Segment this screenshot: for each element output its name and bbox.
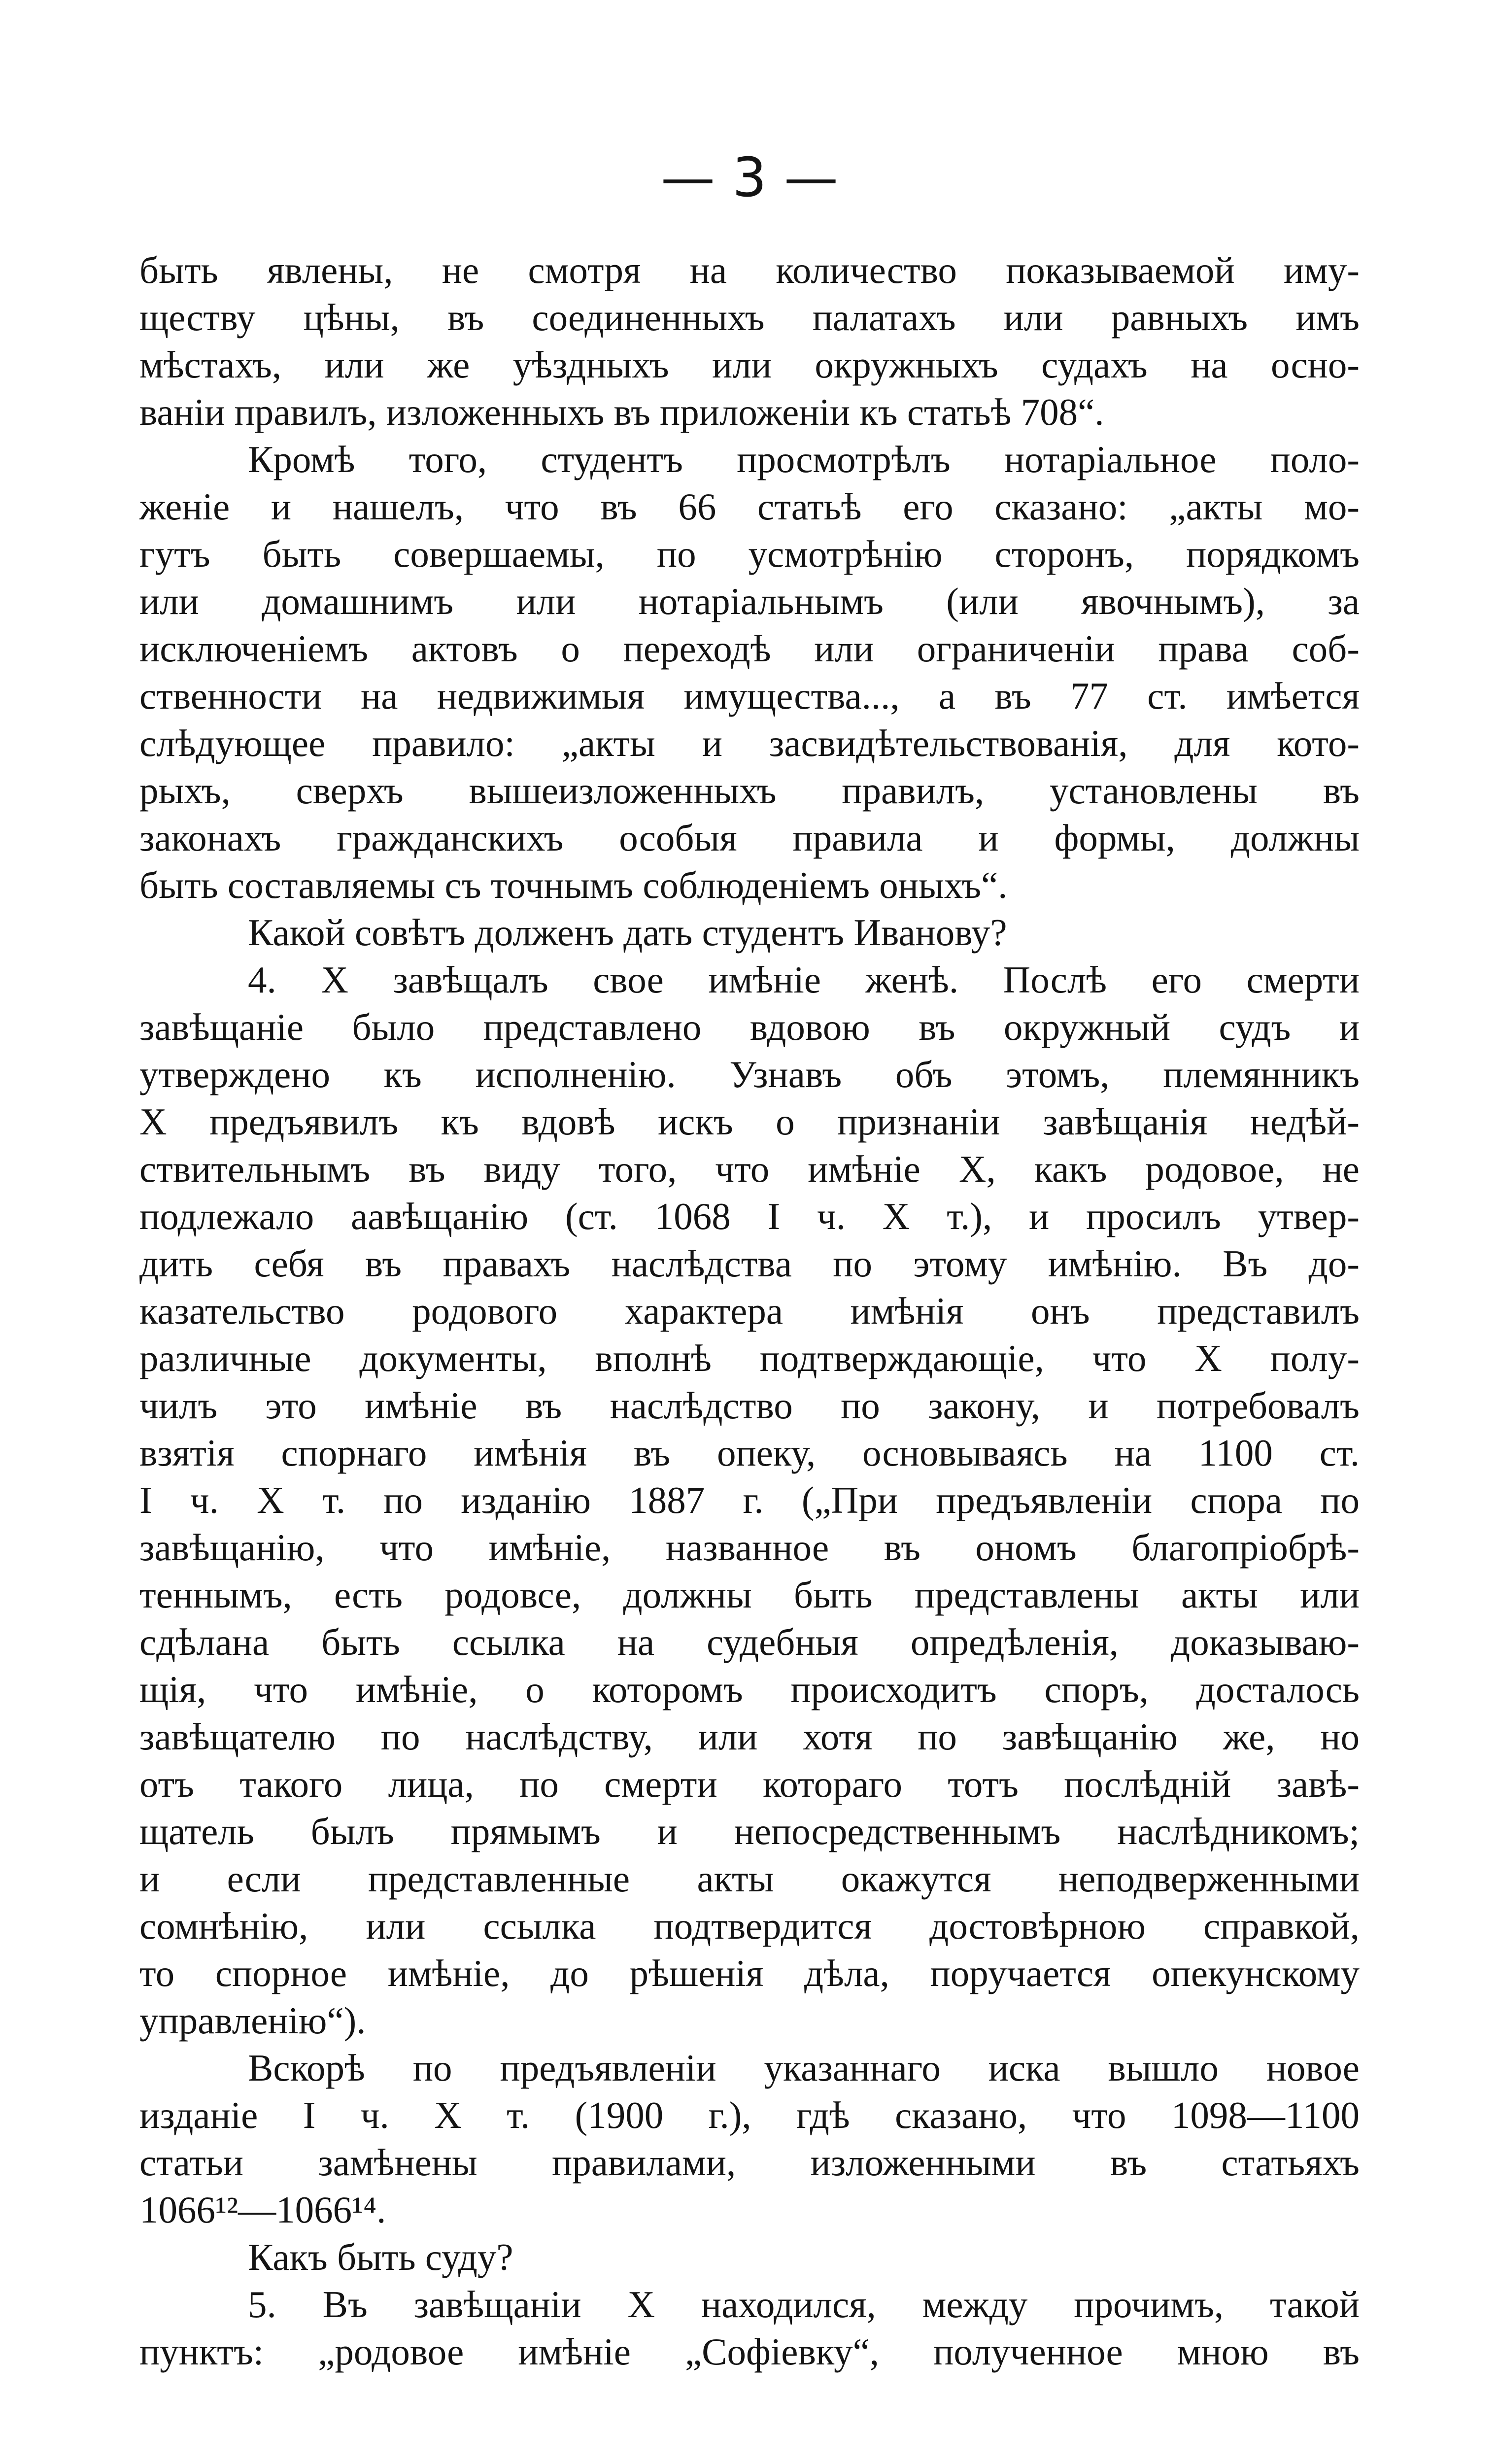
text-line: казательство родового характера имѣнія онъ представилъ (139, 1290, 1360, 1332)
paragraph-4 (139, 956, 1360, 2044)
text-line: завѣщаніе было представлено вдовою въ окружный судъ и (139, 1006, 1360, 1048)
text-line: мѣстахъ, или же уѣздныхъ или окружныхъ судахъ на осно- (139, 343, 1360, 386)
text-line: пунктъ: „родовое имѣніе „Софіевку“, полученное мною въ (139, 2330, 1360, 2373)
text-line: теннымъ, есть родовсе, должны быть представлены акты или (139, 1574, 1360, 1616)
text-line: законахъ гражданскихъ особыя правила и формы, должны (139, 817, 1360, 859)
paragraph-7 (139, 2281, 1360, 2375)
text-line: подлежало аавѣщанію (ст. 1068 I ч. X т.), и просилъ утвер- (139, 1195, 1360, 1237)
text-line: слѣдующее правило: „акты и засвидѣтельствованія, для кото- (139, 722, 1360, 764)
text-line: I ч. X т. по изданію 1887 г. („При предъявленіи спора по (139, 1479, 1360, 1521)
text-line: ваніи правилъ, изложенныхъ въ приложеніи къ статьѣ 708“. (139, 391, 1104, 433)
text-line: завѣщанію, что имѣніе, названное въ ономъ благопріобрѣ- (139, 1526, 1360, 1569)
text-line: отъ такого лица, по смерти котораго тотъ послѣдній завѣ- (139, 1763, 1360, 1805)
page-number: — 3 — (661, 146, 838, 209)
text-line: изданіе I ч. X т. (1900 г.), гдѣ сказано, что 1098—1100 (139, 2094, 1360, 2136)
text-line: утверждено къ исполненію. Узнавъ объ этомъ, племянникъ (139, 1053, 1360, 1095)
text-line: быть явлены, не смотря на количество показываемой иму- (139, 249, 1360, 291)
text-line: дить себя въ правахъ наслѣдства по этому имѣнію. Въ до- (139, 1242, 1360, 1285)
text-line: то спорное имѣніе, до рѣшенія дѣла, поручается опекунскому (139, 1952, 1360, 1994)
text-line: ствительнымъ въ виду того, что имѣніе X, какъ родовое, не (139, 1148, 1360, 1190)
text-line: ществу цѣны, въ соединенныхъ палатахъ или равныхъ имъ (139, 296, 1360, 339)
text-line: гутъ быть совершаемы, по усмотрѣнію сторонъ, порядкомъ (139, 533, 1360, 575)
text-line: Какъ быть суду? (248, 2236, 513, 2278)
text-line: щатель былъ прямымъ и непосредственнымъ наслѣдникомъ; (139, 1810, 1360, 1852)
text-line: женіе и нашелъ, что въ 66 статьѣ его сказано: „акты мо- (139, 485, 1360, 528)
text-line: чилъ это имѣніе въ наслѣдство по закону, и потребовалъ (139, 1384, 1360, 1427)
paragraph-3 (139, 909, 1360, 956)
paragraph-6 (139, 2233, 1360, 2281)
text-line: взятія спорнаго имѣнія въ опеку, основываясь на 1100 ст. (139, 1432, 1360, 1474)
paragraph-5 (139, 2044, 1360, 2233)
text-line: сомнѣнію, или ссылка подтвердится достовѣрною справкой, (139, 1905, 1360, 1947)
text-line: 5. Въ завѣщаніи X находился, между прочимъ, такой (248, 2283, 1360, 2326)
text-line: X предъявилъ къ вдовѣ искъ о признаніи завѣщанія недѣй- (139, 1100, 1360, 1143)
text-line: Кромѣ того, студентъ просмотрѣлъ нотаріальное поло- (248, 438, 1360, 480)
text-line: и если представленные акты окажутся неподверженными (139, 1857, 1360, 1900)
text-line: быть составляемы съ точнымъ соблюденіемъ оныхъ“. (139, 864, 1008, 906)
text-line: завѣщателю по наслѣдству, или хотя по завѣщанію же, но (139, 1715, 1360, 1758)
paragraph-1 (139, 246, 1360, 436)
text-line: ственности на недвижимыя имущества..., а въ 77 ст. имѣется (139, 675, 1360, 717)
text-line: различные документы, вполнѣ подтверждающіе, что X полу- (139, 1337, 1360, 1379)
text-line: рыхъ, сверхъ вышеизложенныхъ правилъ, установлены въ (139, 769, 1360, 812)
paragraph-2 (139, 436, 1360, 909)
text-line: статьи замѣнены правилами, изложенными въ статьяхъ (139, 2141, 1360, 2184)
text-line: исключеніемъ актовъ о переходѣ или ограниченіи права соб- (139, 627, 1360, 670)
text-line: 4. X завѣщалъ свое имѣніе женѣ. Послѣ его смерти (248, 958, 1360, 1001)
text-line: 1066¹²—1066¹⁴. (139, 2189, 386, 2231)
text-line: сдѣлана быть ссылка на судебныя опредѣленія, доказываю- (139, 1621, 1360, 1663)
text-line: Вскорѣ по предъявленіи указаннаго иска вышло новое (248, 2047, 1360, 2089)
text-line: щія, что имѣніе, о которомъ происходитъ споръ, досталось (139, 1668, 1360, 1711)
text-line: Какой совѣтъ долженъ дать студентъ Иванову? (248, 911, 1007, 954)
text-line: управленію“). (139, 1999, 366, 2042)
text-line: или домашнимъ или нотаріальнымъ (или явочнымъ), за (139, 580, 1360, 622)
